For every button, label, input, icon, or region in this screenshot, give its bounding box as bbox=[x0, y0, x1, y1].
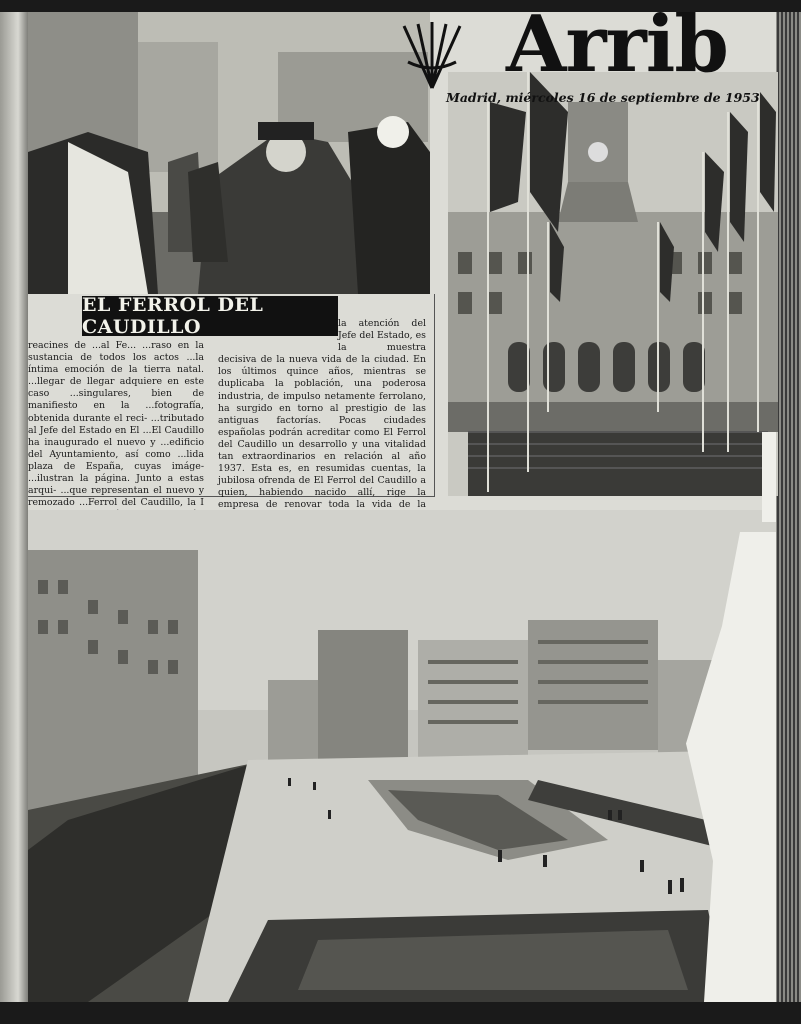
yoke-and-arrows-emblem bbox=[400, 22, 464, 92]
article-column-1 bbox=[28, 318, 204, 509]
masthead-date: Madrid, miércoles 16 de septiembre de 1953 bbox=[446, 90, 760, 105]
street-welcome-photo bbox=[28, 12, 430, 294]
article-column-2 bbox=[218, 318, 426, 511]
torn-paper-edge bbox=[762, 432, 776, 522]
masthead-title: Arrib bbox=[506, 0, 728, 90]
book-spine-left bbox=[0, 12, 30, 1002]
article-column-2-text: la atención del Jefe del Estado, es la muestra decisiva de la nueva vida de la ciudad. En los últimos quince años, mientras se duplicaba la población, una poderosa industria, de impulso netamente ferrolano, ha surgido en torno al prestigio de las antiguas factorías. Pocas ciudades españolas podrán acreditar como El Ferrol del Caudillo un desarrollo y una vitalidad tan extraordinarios en relación al año 1937. Esta es, en resumidas cuentas, la jubilosa ofrenda de El Ferrol del Caudillo a quien, habiendo nacido allí, rige la empresa de renovar toda la vida de la bbox=[218, 318, 426, 511]
city-hall-photo bbox=[448, 72, 778, 496]
plaza-de-espana-photo bbox=[28, 510, 776, 1002]
newspaper-page bbox=[28, 0, 776, 1002]
article-column-1-text: reacines de ...al Fe... ...raso en la sustancia de todos los actos ...la íntima emoción de la tierra natal. ...llegar de llegar adquiere en este caso ...singulares, bien de manifiesto en la ...fotografía, obtenida durante el reci- ...tributado al Jefe del Estado en El ...El Caudillo ha inaugurado el nuevo y ...edificio del Ayuntamiento, así como ...lida plaza de España, cuyas imáge- ...ilustran la página. Junto a estas arqui- ...que representan el nuevo y remozado ...Ferrol del Caudillo, la I bbox=[28, 340, 204, 509]
headline: EL FERROL DEL CAUDILLO bbox=[82, 296, 338, 336]
